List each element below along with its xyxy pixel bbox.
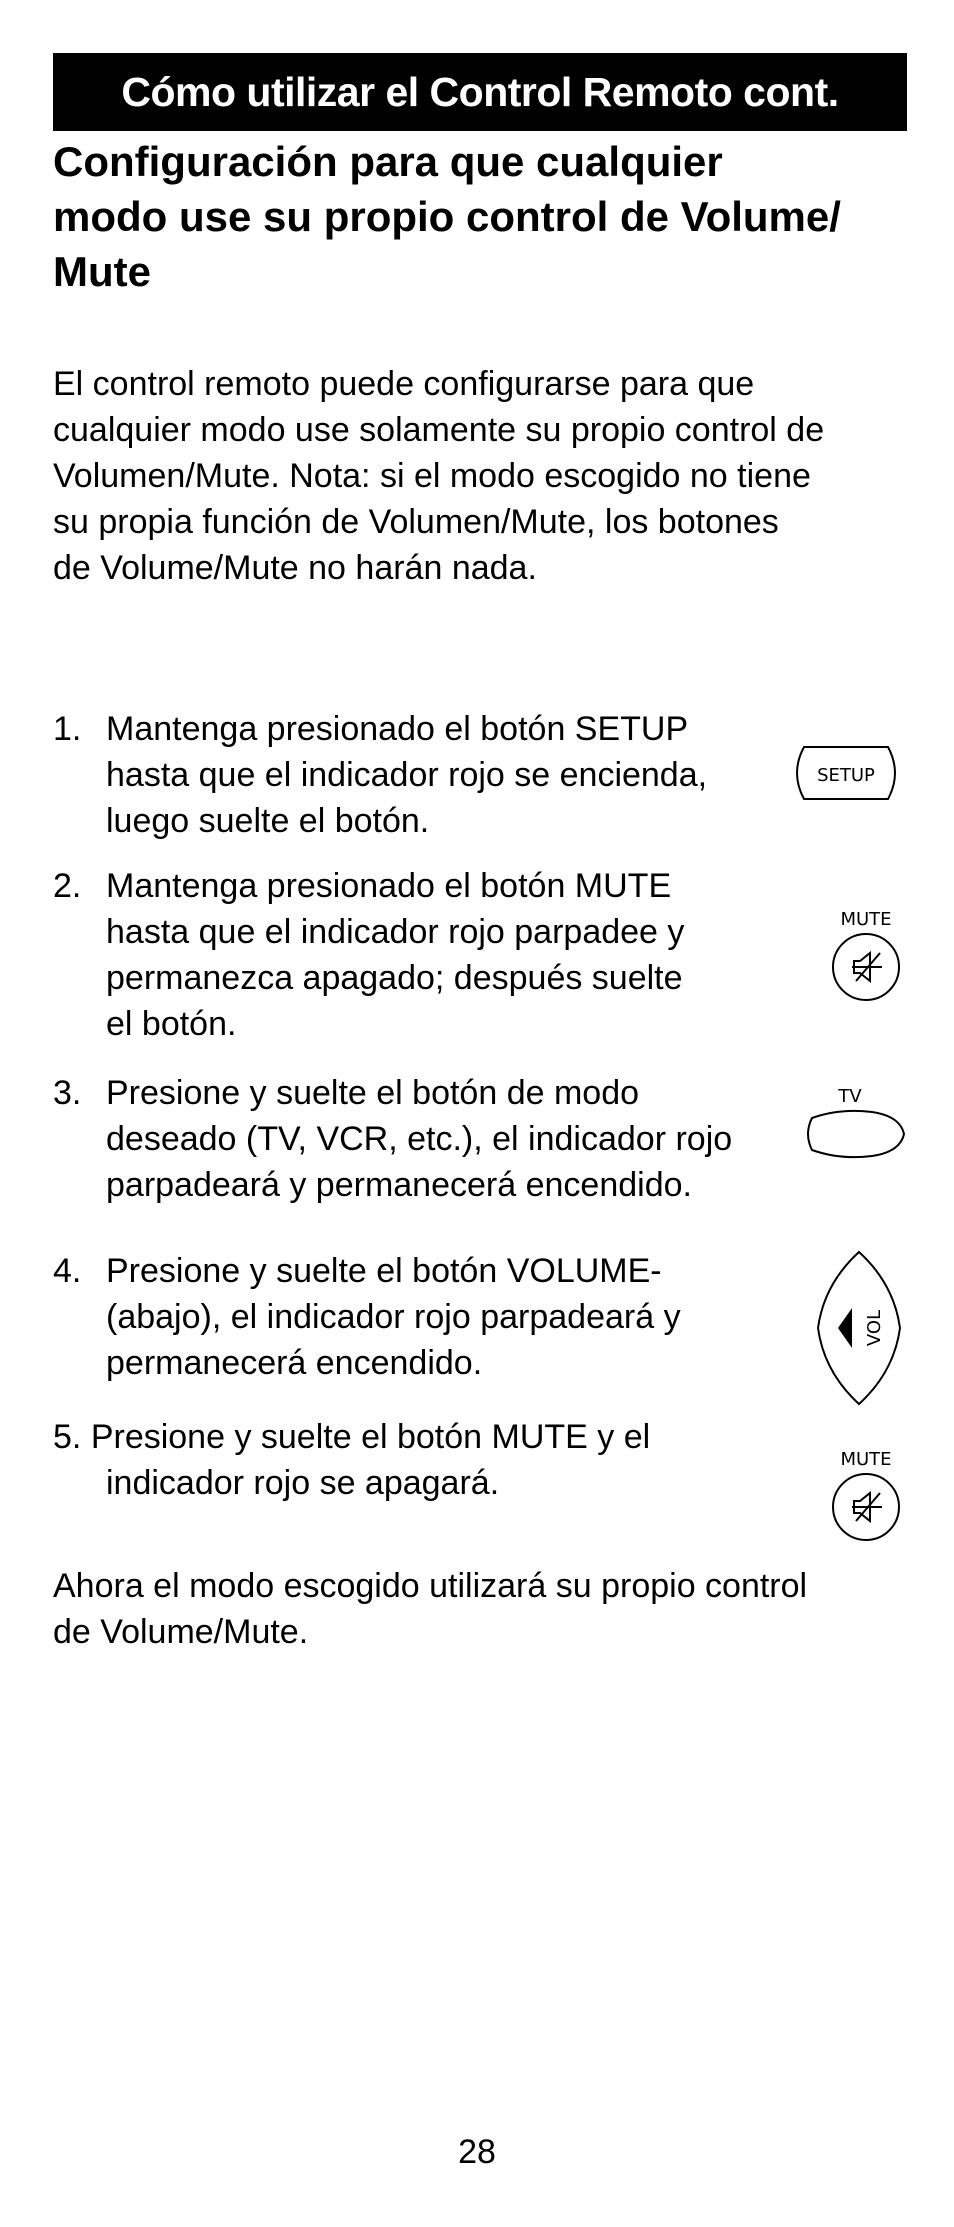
step-line: hasta que el indicador rojo parpadee y [106,913,685,951]
step-line: hasta que el indicador rojo se encienda, [106,756,708,794]
step-line: parpadeará y permanecerá encendido. [106,1166,692,1204]
vol-icon-label: VOL [864,1309,885,1347]
step-line: deseado (TV, VCR, etc.), el indicador rojo [106,1120,733,1158]
outro-line: de Volume/Mute. [53,1613,309,1651]
closing-paragraph [53,1563,923,1655]
section-header [53,53,907,131]
tv-button-icon [800,1080,910,1180]
step-number: 2. [53,867,82,905]
intro-paragraph [53,361,923,591]
step-text [106,1070,866,1208]
mute-button-icon [826,1443,906,1543]
intro-line: El control remoto puede configurarse para que [53,365,755,403]
setup-button-icon [786,741,906,805]
step-line: Presione y suelte el botón VOLUME- [106,1252,662,1290]
outro-line: Ahora el modo escogido utilizará su propio control [53,1567,808,1605]
subsection-title [53,134,923,299]
intro-line: de Volume/Mute no harán nada. [53,549,537,587]
subsection-title-line: Configuración para que cualquier [53,138,723,185]
step-number: 3. [53,1074,82,1112]
subsection-title-line: Mute [53,248,151,295]
step-line: el botón. [106,1005,237,1043]
step-text [106,706,826,844]
setup-icon-label: SETUP [817,765,875,786]
volume-down-button-icon [814,1248,904,1408]
section-header-title: Cómo utilizar el Control Remoto cont. [121,68,839,115]
intro-line: Volumen/Mute. Nota: si el modo escogido no tiene [53,457,811,495]
mute-icon-label: MUTE [840,909,892,930]
step-line: permanezca apagado; después suelte [106,959,683,997]
step-number: 4. [53,1252,82,1290]
step-line: luego suelte el botón. [106,802,430,840]
step-line: (abajo), el indicador rojo parpadeará y [106,1298,681,1336]
step-text [106,863,826,1047]
step-text [106,1248,826,1386]
step-line: Presione y suelte el botón de modo [106,1074,640,1112]
intro-line: cualquier modo use solamente su propio control de [53,411,825,449]
step-number: 1. [53,710,82,748]
step-line: Mantenga presionado el botón MUTE [106,867,672,905]
step-line: permanecerá encendido. [106,1344,483,1382]
tv-icon-label: TV [838,1086,862,1107]
step-text [53,1414,833,1506]
step-line: Presione y suelte el botón MUTE y el [90,1418,651,1456]
step-line: Mantenga presionado el botón SETUP [106,710,689,748]
subsection-title-line: modo use su propio control de Volume/ [53,193,841,240]
mute-icon-label: MUTE [840,1449,892,1470]
mute-button-icon [826,903,906,1003]
intro-line: su propia función de Volumen/Mute, los botones [53,503,779,541]
step-line: indicador rojo se apagará. [106,1464,500,1502]
step-number: 5. [53,1418,82,1456]
page-number: 28 [458,2133,496,2171]
